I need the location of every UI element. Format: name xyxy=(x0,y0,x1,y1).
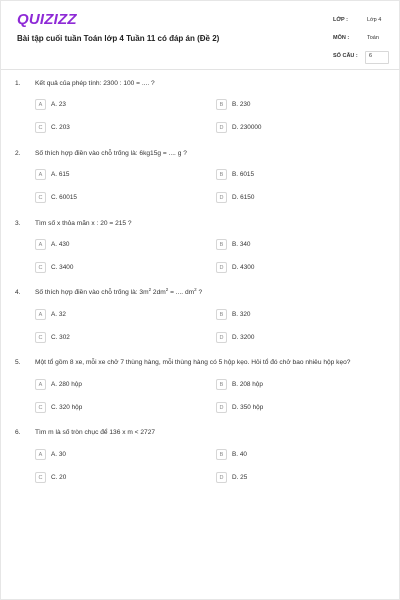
option-letter: B xyxy=(216,309,227,320)
worksheet-header xyxy=(1,1,400,70)
meta-row-count xyxy=(333,51,385,65)
meta-label: LỚP : xyxy=(333,17,348,23)
quizizz-logo: QUIZIZZ xyxy=(17,11,77,28)
option-text: D. 3200 xyxy=(232,334,255,341)
question-text: Kết quả của phép tính: 2300 : 100 = .... ? xyxy=(35,80,155,87)
superscript: 2 xyxy=(148,286,152,292)
question-number: 1. xyxy=(15,80,21,87)
question-text xyxy=(35,286,203,296)
meta-value: Lớp 4 xyxy=(367,17,382,23)
option-text: A. 430 xyxy=(51,241,70,248)
option-text: B. 320 xyxy=(232,311,251,318)
option-letter: C xyxy=(35,122,46,133)
option-text: A. 280 hộp xyxy=(51,381,82,388)
option-text: A. 32 xyxy=(51,311,66,318)
option-letter: C xyxy=(35,402,46,413)
option-text: D. 6150 xyxy=(232,194,255,201)
option-letter: B xyxy=(216,169,227,180)
option-text: A. 23 xyxy=(51,101,66,108)
option-text: A. 615 xyxy=(51,171,70,178)
option-text: B. 6015 xyxy=(232,171,255,178)
worksheet-meta xyxy=(333,15,385,69)
option-text: B. 208 hộp xyxy=(232,381,263,388)
worksheet-title: Bài tập cuối tuần Toán lớp 4 Tuần 11 có đáp án (Đề 2) xyxy=(17,34,220,43)
option-text: C. 60015 xyxy=(51,194,77,201)
option-letter: A xyxy=(35,449,46,460)
option-text: C. 3400 xyxy=(51,264,74,271)
option-text: C. 203 xyxy=(51,124,70,131)
question-text: Số thích hợp điền vào chỗ trống là: 6kg15g = .... g ? xyxy=(35,150,187,157)
question-number: 6. xyxy=(15,429,21,436)
question-text-part: = .... dm xyxy=(168,289,195,296)
question-number: 4. xyxy=(15,289,21,296)
meta-row-class xyxy=(333,15,385,29)
option-text: C. 302 xyxy=(51,334,70,341)
option-text: B. 230 xyxy=(232,101,251,108)
option-letter: D xyxy=(216,192,227,203)
option-text: B. 40 xyxy=(232,451,247,458)
question-number: 3. xyxy=(15,220,21,227)
superscript: 2 xyxy=(194,286,197,292)
option-text: A. 30 xyxy=(51,451,66,458)
option-letter: C xyxy=(35,192,46,203)
question-text-part: ? xyxy=(196,289,203,296)
meta-value: Toán xyxy=(367,35,379,41)
option-letter: D xyxy=(216,332,227,343)
option-text: B. 340 xyxy=(232,241,251,248)
option-letter: B xyxy=(216,239,227,250)
meta-value: 6 xyxy=(369,53,373,59)
option-text: D. 230000 xyxy=(232,124,262,131)
option-text: C. 20 xyxy=(51,474,67,481)
meta-row-subject xyxy=(333,33,385,47)
option-letter: A xyxy=(35,99,46,110)
option-letter: A xyxy=(35,169,46,180)
option-letter: D xyxy=(216,122,227,133)
option-text: D. 4300 xyxy=(232,264,255,271)
question-number: 2. xyxy=(15,150,21,157)
option-letter: B xyxy=(216,449,227,460)
option-letter: D xyxy=(216,472,227,483)
question-number: 5. xyxy=(15,359,21,366)
question-text: Một tổ gồm 8 xe, mỗi xe chở 7 thùng hàng, mỗi thùng hàng có 5 hộp kẹo. Hỏi tổ đó chở bao nhiêu hộp kẹo? xyxy=(35,359,351,366)
meta-label: MÔN : xyxy=(333,35,350,41)
option-text: D. 25 xyxy=(232,474,248,481)
question-text-part: 2dm xyxy=(151,289,166,296)
option-letter: B xyxy=(216,99,227,110)
superscript: 2 xyxy=(165,286,169,292)
option-letter: D xyxy=(216,262,227,273)
option-letter: A xyxy=(35,309,46,320)
question-text: Tìm số x thỏa mãn x : 20 = 215 ? xyxy=(35,220,132,227)
question-text-part: Số thích hợp điền vào chỗ trống là: 3m xyxy=(35,289,149,296)
option-letter: C xyxy=(35,332,46,343)
question-text: Tìm m là số tròn chục để 136 x m < 2727 xyxy=(35,429,156,436)
option-letter: C xyxy=(35,472,46,483)
option-letter: C xyxy=(35,262,46,273)
option-letter: A xyxy=(35,239,46,250)
meta-label: SỐ CÂU : xyxy=(333,53,358,59)
option-letter: D xyxy=(216,402,227,413)
option-text: C. 320 hộp xyxy=(51,404,83,411)
option-letter: B xyxy=(216,379,227,390)
option-letter: A xyxy=(35,379,46,390)
option-text: D. 350 hộp xyxy=(232,404,264,411)
